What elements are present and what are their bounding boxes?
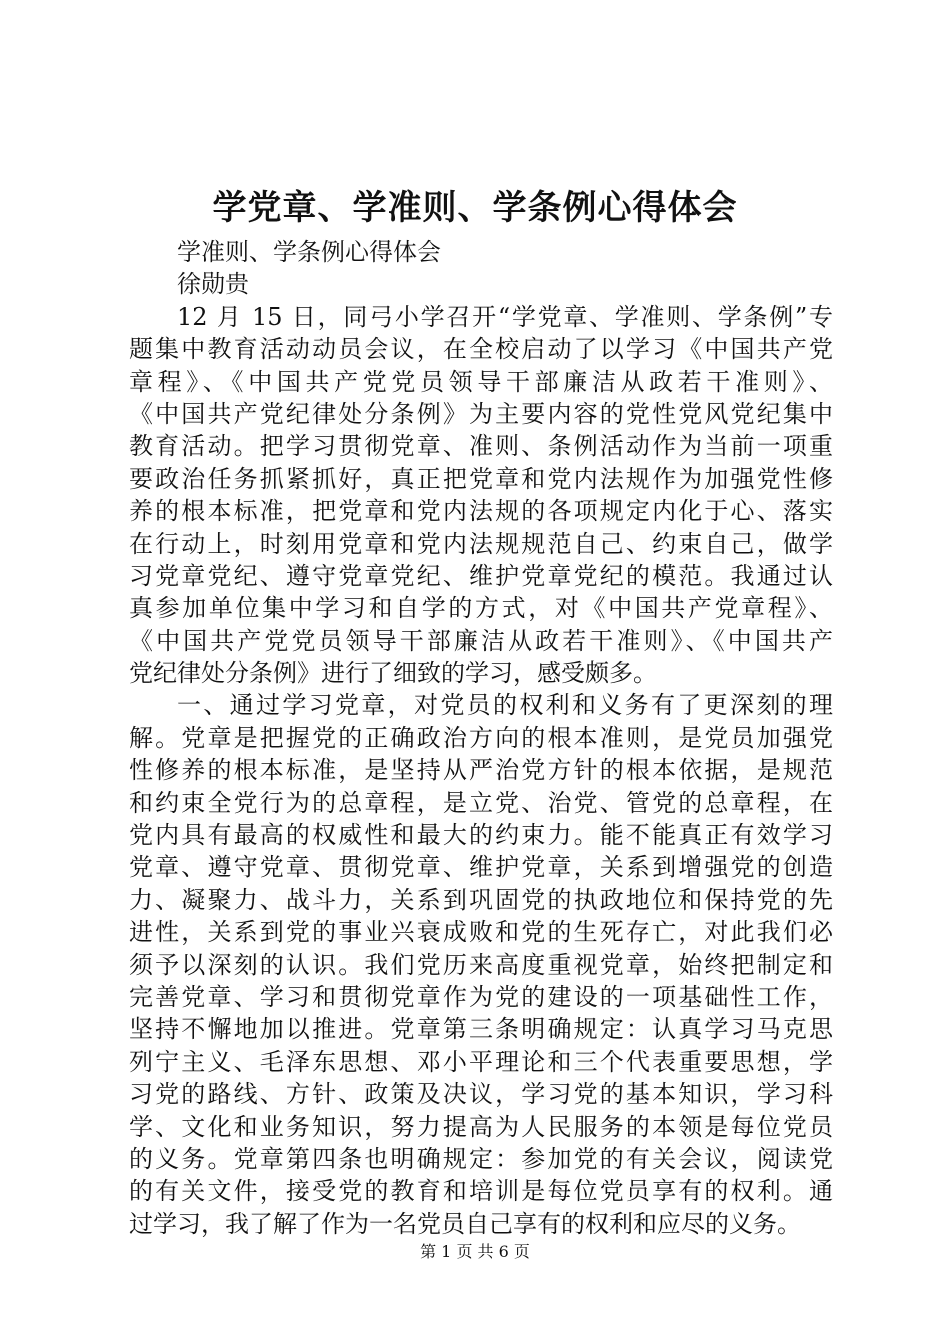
paragraph-line: 党纪律处分条例》进行了细致的学习，感受颇多。 [129,659,657,688]
paragraph-line: 和约束全党行为的总章程，是立党、治党、管党的总章程，在 [129,788,833,817]
paragraph-line: 要政治任务抓紧抓好，真正把党章和党内法规作为加强党性修 [129,464,833,493]
paragraph-line: 习党章党纪、遵守党章党纪、维护党章党纪的模范。我通过认 [129,561,833,590]
paragraph-line: 进性，关系到党的事业兴衰成败和党的生死存亡，对此我们必 [129,918,833,947]
document-title: 学党章、学准则、学条例心得体会 [212,188,738,228]
paragraph-line: 性修养的根本标准，是坚持从严治党方针的根本依据，是规范 [129,756,833,785]
page-footer: 第 1 页 共 6 页 [420,1242,530,1261]
paragraph-line: 列宁主义、毛泽东思想、邓小平理论和三个代表重要思想，学 [129,1047,833,1076]
document-author: 徐勋贵 [177,270,249,299]
paragraph-line: 一、通过学习党章，对党员的权利和义务有了更深刻的理 [177,691,833,720]
paragraph-line: 教育活动。把学习贯彻党章、准则、条例活动作为当前一项重 [129,432,833,461]
paragraph-line: 《中国共产党党员领导干部廉洁从政若干准则》、《中国共产 [129,626,833,655]
paragraph-line: 的义务。党章第四条也明确规定：参加党的有关会议，阅读党 [129,1144,833,1173]
paragraph-1 [129,301,833,690]
paragraph-line: 养的根本标准，把党章和党内法规的各项规定内化于心、落实 [129,497,833,526]
paragraph-line: 《中国共产党纪律处分条例》为主要内容的党性党风党纪集中 [129,399,833,428]
paragraph-line: 坚持不懈地加以推进。党章第三条明确规定：认真学习马克思 [129,1015,833,1044]
paragraph-line: 力、凝聚力、战斗力，关系到巩固党的执政地位和保持党的先 [129,885,833,914]
paragraph-line: 的有关文件，接受党的教育和培训是每位党员享有的权利。通 [129,1177,833,1206]
paragraph-line: 须予以深刻的认识。我们党历来高度重视党章，始终把制定和 [129,950,833,979]
paragraph-line: 题集中教育活动动员会议，在全校启动了以学习《中国共产党 [129,335,833,364]
paragraph-2 [129,689,833,1240]
paragraph-line: 党章、遵守党章、贯彻党章、维护党章，关系到增强党的创造 [129,853,833,882]
paragraph-line: 习党的路线、方针、政策及决议，学习党的基本知识，学习科 [129,1080,833,1109]
paragraph-line: 学、文化和业务知识，努力提高为人民服务的本领是每位党员 [129,1112,833,1141]
paragraph-line: 解。党章是把握党的正确政治方向的根本准则，是党员加强党 [129,723,833,752]
paragraph-line: 完善党章、学习和贯彻党章作为党的建设的一项基础性工作， [129,982,833,1011]
paragraph-line: 章程》、《中国共产党党员领导干部廉洁从政若干准则》、 [129,367,833,396]
paragraph-line: 在行动上，时刻用党章和党内法规规范自己、约束自己，做学 [129,529,833,558]
paragraph-line: 过学习，我了解了作为一名党员自己享有的权利和应尽的义务。 [129,1209,801,1238]
document-subtitle: 学准则、学条例心得体会 [177,238,441,266]
document-body [129,236,833,1240]
paragraph-line: 党内具有最高的权威性和最大的约束力。能不能真正有效学习 [129,821,833,850]
paragraph-line: 真参加单位集中学习和自学的方式，对《中国共产党章程》、 [129,594,833,623]
paragraph-line: 12 月 15 日，同弓小学召开“学党章、学准则、学条例”专 [177,302,833,331]
